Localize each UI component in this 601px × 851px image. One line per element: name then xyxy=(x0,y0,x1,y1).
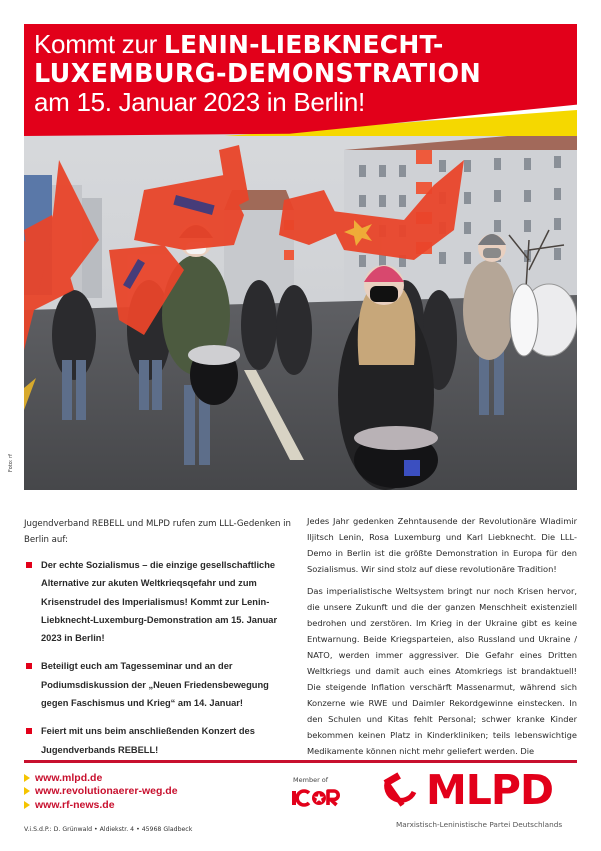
arrow-right-icon xyxy=(24,774,30,782)
link-item xyxy=(24,771,178,785)
demonstration-photo xyxy=(24,120,577,490)
mlpd-logo-block xyxy=(380,768,577,829)
link-revolutionaerer-weg[interactable]: www.revolutionaerer-weg.de xyxy=(35,785,178,798)
bullet-text: Der echte Sozialismus – die einzige gesellschaftliche Alternative zur akuten Weltkrieqsqefahr und zum Krisenstrudel des Imperialismus! Kommt zur Lenin-Liebknecht-Luxemburg-Demonstration am 15. Januar 2023 in Berlin! xyxy=(41,560,278,644)
footer-divider xyxy=(24,760,577,763)
bullet-square-icon xyxy=(26,562,32,568)
mlpd-wordmark: MLPD xyxy=(426,766,554,814)
link-item xyxy=(24,798,178,812)
right-column xyxy=(307,513,577,765)
bullet-square-icon xyxy=(26,663,32,669)
headline xyxy=(34,28,481,117)
paragraph: Jedes Jahr gedenken Zehntausende der Revolutionäre Wladimir Iljitsch Lenin, Rosa Luxemburg und Karl Liebknecht. Die LLL-Demo in Berlin ist die größte Demonstration in Europa für den Sozialismus. Wir sind stolz auf diese revolutionäre Tradition! xyxy=(307,516,577,574)
bullet-item xyxy=(24,722,292,759)
intro-text: Jugendverband REBELL und MLPD rufen zum LLL-Gedenken in Berlin auf: xyxy=(24,519,291,545)
link-list xyxy=(24,771,178,812)
icor-star-logo-icon xyxy=(292,789,344,807)
bullet-list xyxy=(24,556,292,759)
bullet-item xyxy=(24,657,292,712)
left-column xyxy=(24,516,292,769)
paragraph: Das imperialistische Weltsystem bringt nur noch Krisen hervor, die unsere Zukunft und die der ganzen Menschheit existenziell bedrohen und zerstören. Im Krieg in der Ukraine gibt es keine Entwarnung. Beide Kriegsparteien, also Russland und Ukraine / NATO, werden immer aggressiver. Die Gefahr eines Dritten Weltkriegs und damit auch eines Atomkriegs ist brandaktuell! Die steigende Inflation verschärft Massenarmut, während sich Konzerne wie RWE und Daimler Rekordgewinne einstecken. In den Schulen und Kitas fehlt Personal; schwer kranke Kinder bekommen keinen Platz in Kinderkliniken; teils lebenswichtige Medikamente können nicht mehr geliefert werden. Die xyxy=(307,586,577,756)
bullet-text: Feiert mit uns beim anschließenden Konzert des Jugendverbands REBELL! xyxy=(41,726,255,755)
icor-block xyxy=(292,776,352,807)
headline-emphasis-1: LENIN-LIEBKNECHT- xyxy=(163,30,444,59)
bullet-item xyxy=(24,556,292,647)
headline-line-2: LUXEMBURG-DEMONSTRATION xyxy=(34,58,482,88)
bullet-text: Beteiligt euch am Tagesseminar und an der Podiumsdiskussion der „Neuen Friedensbewegung gegen Faschismus und Krieg“ am 14. Januar! xyxy=(41,661,269,709)
hammer-sickle-icon xyxy=(380,770,420,810)
icor-member-label: Member of xyxy=(293,776,329,784)
arrow-right-icon xyxy=(24,801,30,809)
headline-line-1 xyxy=(34,28,481,59)
imprint: V.i.S.d.P.: D. Grünwald • Aldiekstr. 4 • 45968 Gladbeck xyxy=(24,826,193,833)
icor-logo xyxy=(292,789,352,807)
headline-intro: Kommt zur xyxy=(34,29,164,59)
headline-line-3: am 15. Januar 2023 in Berlin! xyxy=(34,87,365,117)
bullet-square-icon xyxy=(26,728,32,734)
link-mlpd[interactable]: www.mlpd.de xyxy=(35,771,103,784)
arrow-right-icon xyxy=(24,787,30,795)
mlpd-logo xyxy=(380,768,577,812)
photo-credit: Foto: rf xyxy=(8,454,14,472)
link-item xyxy=(24,785,178,799)
link-rf-news[interactable]: www.rf-news.de xyxy=(35,798,115,811)
mlpd-subtitle: Marxistisch-Leninistische Partei Deutschlands xyxy=(396,820,563,829)
